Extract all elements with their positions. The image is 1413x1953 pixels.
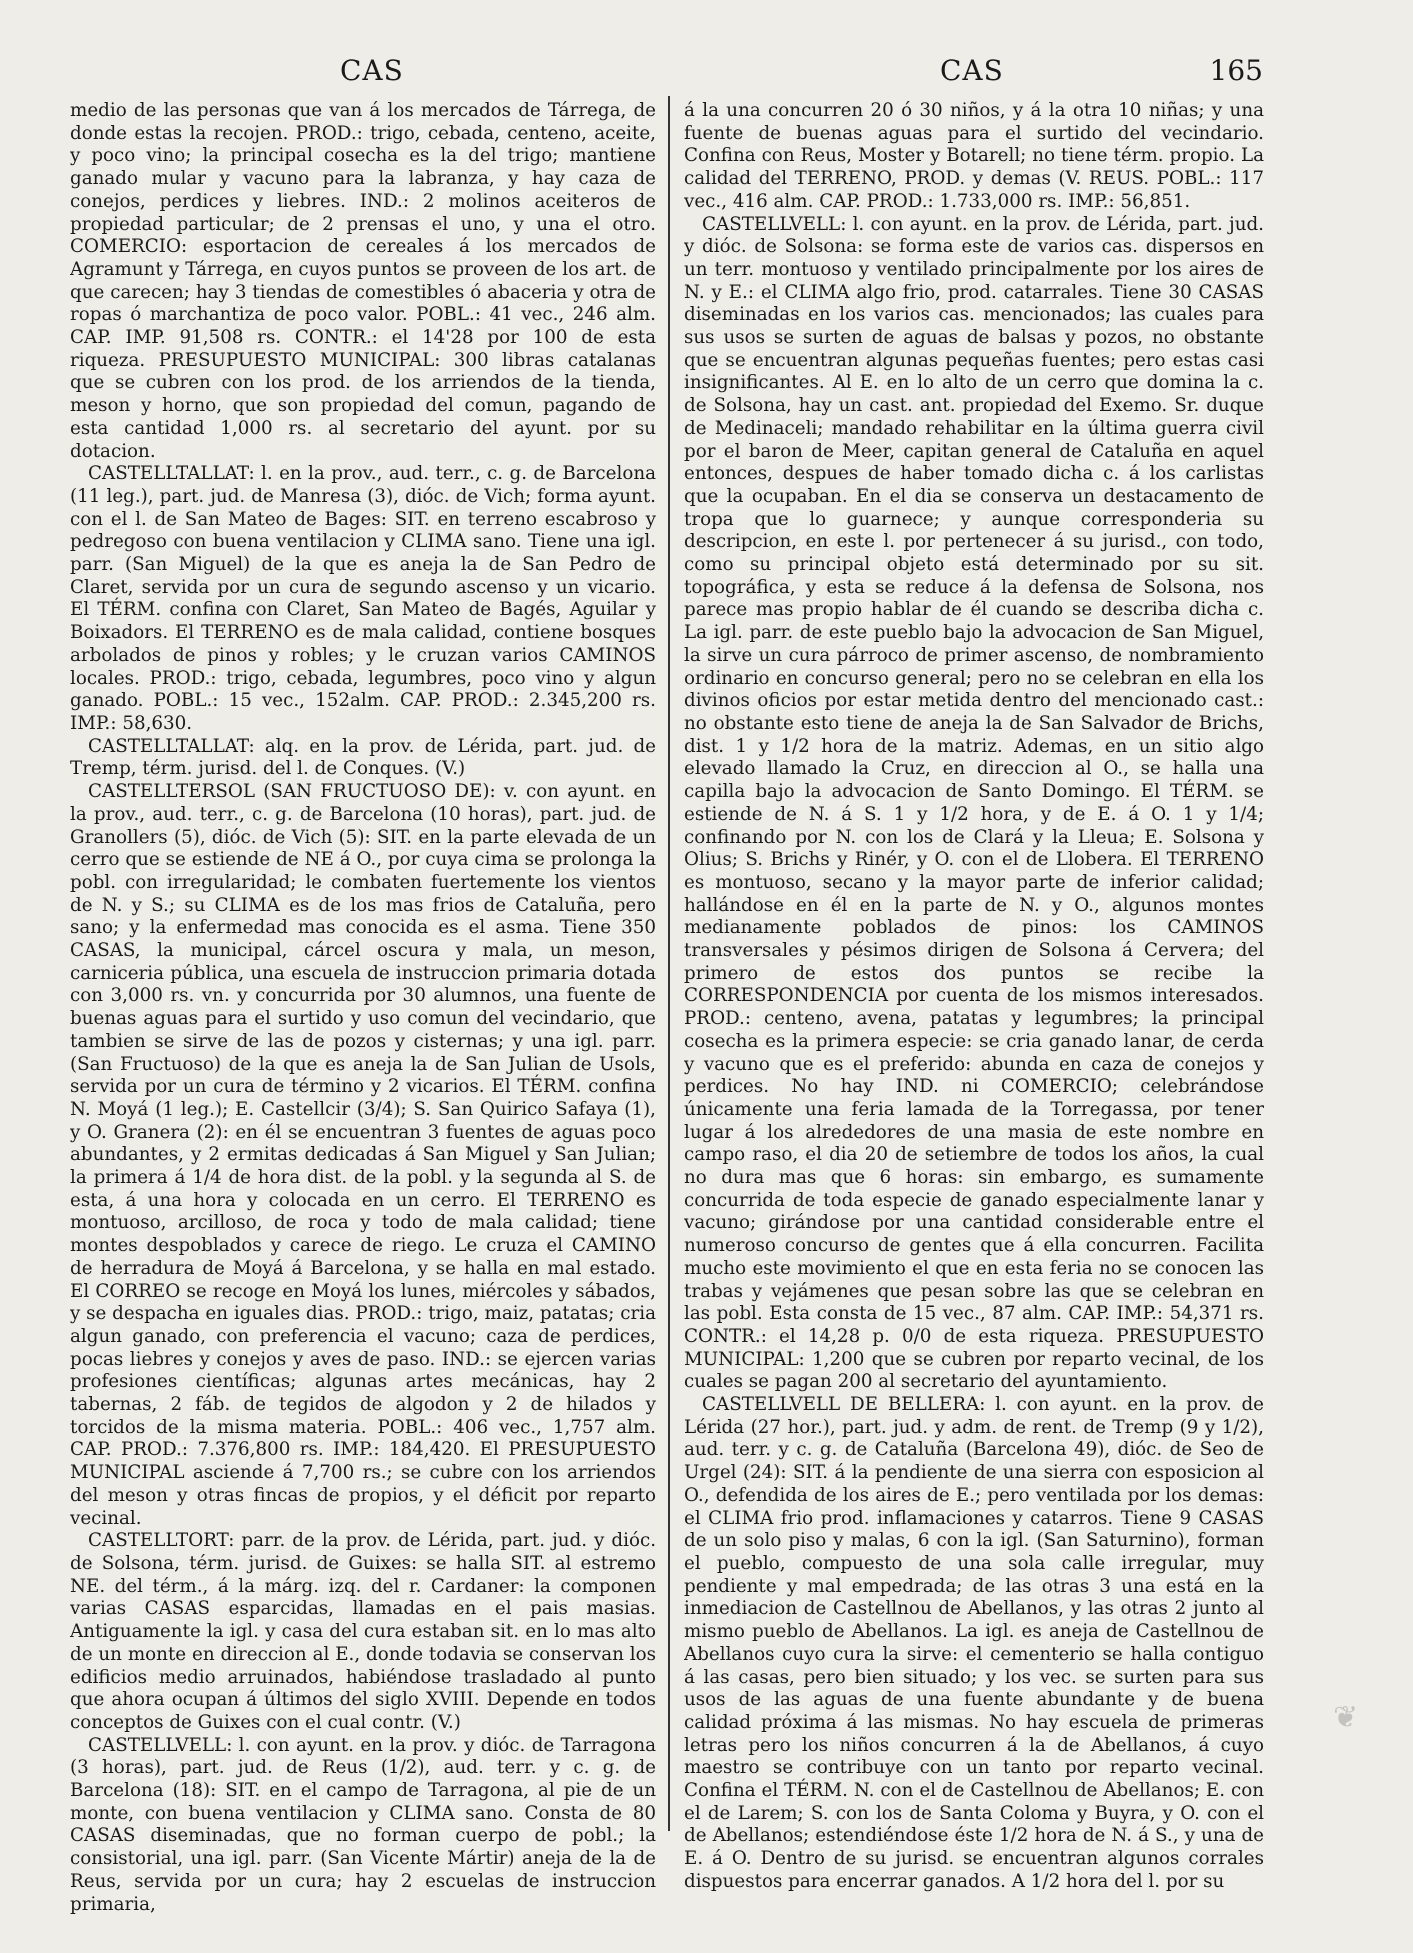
header-right-title: CAS <box>940 54 1004 87</box>
column-divider <box>668 96 670 1831</box>
header-left-title: CAS <box>340 54 404 87</box>
page-header <box>70 54 1263 94</box>
right-column <box>684 100 1264 1930</box>
entry-castelltallat-1: CASTELLTALLAT: l. en la prov., aud. terr., c. g. de Barcelona (11 leg.), part. jud. de Manresa (3), dióc. de Vich; forma ayunt. con el l. de San Mateo de Bages: SIT. en terreno escabroso y pedregoso con buena ventilacion y CLIMA sano. Tiene una igl. parr. (San Miguel) de la que es aneja la de San Pedro de Claret, servida por un cura de segundo ascenso y un vicario. El TÉRM. confina con Claret, San Mateo de Bagés, Aguilar y Boixadors. El TERRENO es de mala calidad, contiene bosques arbolados de pinos y robles; y le cruzan varios CAMINOS locales. PROD.: trigo, cebada, legumbres, poco vino y algun ganado. POBL.: 15 vec., 152alm. CAP. PROD.: 2.345,200 rs. IMP.: 58,630. <box>70 463 656 734</box>
entry-castelltallat-2: CASTELLTALLAT: alq. en la prov. de Lérida, part. jud. de Tremp, térm. jurisd. del l. de Conques. (V.) <box>70 735 656 780</box>
left-column <box>70 100 656 1930</box>
entry-castellterssol: CASTELLTERSOL (SAN FRUCTUOSO DE): v. con ayunt. en la prov., aud. terr., c. g. de Barcelona (10 horas), part. jud. de Granollers (5), dióc. de Vich (5): SIT. en la parte elevada de un cerro que se estiende de NE á O., por cuya cima se prolonga la pobl. con irregularidad; le combaten fuertemente los vientos de N. y S.; su CLIMA es de los mas frios de Cataluña, pero sano; y la enfermedad mas conocida es el asma. Tiene 350 CASAS, la municipal, cárcel oscura y mala, un meson, carniceria pública, una escuela de instruccion primaria dotada con 3,000 rs. vn. y concurrida por 30 alumnos, una fuente de buenas aguas para el surtido y uso comun del vecindario, que tambien se sirve de las de pozos y cisternas; y una igl. parr. (San Fructuoso) de la que es aneja la de San Julian de Usols, servida por un cura de término y 2 vicarios. El TÉRM. confina N. Moyá (1 leg.); E. Castellcir (3/4); S. San Quirico Safaya (1), y O. Granera (2): en él se encuentran 3 fuentes de aguas poco abundantes, y 2 ermitas dedicadas á San Miguel y San Julian; la primera á 1/4 de hora dist. de la pobl. y la segunda al S. de esta, á una hora y colocada en un cerro. El TERRENO es montuoso, arcilloso, de roca y todo de mala calidad; tiene montes despoblados y carece de riego. Le cruza el CAMINO de herradura de Moyá á Barcelona, y se halla en mal estado. El CORREO se recoge en Moyá los lunes, miércoles y sábados, y se despacha en iguales dias. PROD.: trigo, maiz, patatas; cria algun ganado, con preferencia el vacuno; caza de perdices, pocas liebres y conejos y aves de paso. IND.: se ejercen varias profesiones científicas; algunas artes mecánicas, hay 2 tabernas, 2 fáb. de tegidos de algodon y 2 de hilados y torcidos de la misma materia. POBL.: 406 vec., 1,757 alm. CAP. PROD.: 7.376,800 rs. IMP.: 184,420. El PRESUPUESTO MUNICIPAL asciende á 7,700 rs.; se cubre con los arriendos del meson y otras fincas de propios, y el déficit por reparto vecinal. <box>70 781 656 1529</box>
page-number: 165 <box>1209 54 1263 87</box>
right-paragraph-1: á la una concurren 20 ó 30 niños, y á la otra 10 niñas; y una fuente de buenas aguas para el surtido del vecindario. Confina con Reus, Moster y Botarell; no tiene térm. propio. La calidad del TERRENO, PROD. y demas (V. REUS. POBL.: 117 vec., 416 alm. CAP. PROD.: 1.733,000 rs. IMP.: 56,851. <box>684 100 1264 212</box>
entry-castellvell-de-bellera: CASTELLVELL DE BELLERA: l. con ayunt. en la prov. de Lérida (27 hor.), part. jud. y adm. de rent. de Tremp (9 y 1/2), aud. terr. y c. g. de Cataluña (Barcelona 49), dióc. de Seo de Urgel (24): SIT. á la pendiente de una sierra con esposicion al O., defendida de los aires de E.; pero ventilada por los demas: el CLIMA frio prod. inflamaciones y catarros. Tiene 9 CASAS de un solo piso y malas, 6 con la igl. (San Saturnino), forman el pueblo, compuesto de una sola calle irregular, muy pendiente y mal empedrada; de las otras 3 una está en la inmediacion de Castellnou de Abellanos, y las otras 2 junto al mismo pueblo de Abellanos. La igl. es aneja de Castellnou de Abellanos cuyo cura la sirve: el cementerio se halla contiguo á las casas, pero bien situado; y los vec. se surten para sus usos de las aguas de una fuente abundante y de buena calidad próxima á las mismas. No hay escuela de primeras letras pero los niños concurren á la de Abellanos, á cuyo maestro se contribuye con un tanto por reparto vecinal. Confina el TÉRM. N. con el de Castellnou de Abellanos; E. con el de Larem; S. con los de Santa Coloma y Buyra, y O. con el de Abellanos; estendiéndose éste 1/2 hora de N. á S., y una de E. á O. Dentro de su jurisd. se encuentran algunos corrales dispuestos para encerrar ganados. A 1/2 hora del l. por su <box>684 1394 1264 1892</box>
entry-castelltort: CASTELLTORT: parr. de la prov. de Lérida, part. jud. y dióc. de Solsona, térm. jurisd. de Guixes: se halla SIT. al estremo NE. del térm., á la márg. izq. del r. Cardaner: la componen varias CASAS esparcidas, llamadas en el pais masias. Antiguamente la igl. y casa del cura estaban sit. en lo mas alto de un monte en direccion al E., donde todavia se conservan los edificios medio arruinados, habiéndose trasladado al punto que ahora ocupan á últimos del siglo XVIII. Depende en todos conceptos de Guixes con el cual contr. (V.) <box>70 1530 656 1733</box>
entry-castellvell-lerida: CASTELLVELL: l. con ayunt. en la prov. de Lérida, part. jud. y dióc. de Solsona: se forma este de varios cas. dispersos en un terr. montuoso y ventilado principalmente por los aires de N. y E.: el CLIMA algo frio, prod. catarrales. Tiene 30 CASAS diseminadas en los varios cas. mencionados; las cuales para sus usos se surten de aguas de balsas y pozos, no obstante que se encuentran algunas pequeñas fuentes; pero estas casi insignificantes. Al E. en lo alto de un cerro que domina la c. de Solsona, hay un cast. ant. propiedad del Exemo. Sr. duque de Medinaceli; mandado rehabilitar en la última guerra civil por el baron de Meer, capitan general de Cataluña en aquel entonces, despues de haber tomado dicha c. á los carlistas que la ocupaban. En el dia se conserva un destacamento de tropa que lo guarnece; y aunque corresponderia su descripcion, en este l. por pertenecer á su jurisd., con todo, como su principal objeto está determinado por su sit. topográfica, y esta se reduce á la defensa de Solsona, nos parece mas propio hablar de él cuando se describa dicha c. La igl. parr. de este pueblo bajo la advocacion de San Miguel, la sirve un cura párroco de primer ascenso, de nombramiento ordinario en concurso general; pero no se celebran en ella los divinos oficios por estar metida dentro del mencionado cast.: no obstante esto tiene de aneja la de San Salvador de Brichs, dist. 1 y 1/2 hora de la matriz. Ademas, en un sitio algo elevado llamado la Cruz, en direccion al O., se halla una capilla bajo la advocacion de Santo Domingo. El TÉRM. se estiende de N. á S. 1 y 1/2 hora, y de E. á O. 1 y 1/4; confinando por N. con los de Clará y la Lleua; E. Solsona y Olius; S. Brichs y Rinér, y O. con el de Llobera. El TERRENO es montuoso, secano y la mayor parte de inferior calidad; hallándose en él en la parte de N. y O., algunos montes medianamente poblados de pinos: los CAMINOS transversales y pésimos dirigen de Solsona á Cervera; del primero de estos dos puntos se recibe la CORRESPONDENCIA por cuenta de los mismos interesados. PROD.: centeno, avena, patatas y legumbres; la principal cosecha es la primera especie: se cria ganado lanar, de cerda y vacuno que es el preferido: abunda en caza de conejos y perdices. No hay IND. ni COMERCIO; celebrándose únicamente una feria lamada de la Torregassa, por tener lugar á los alrededores de una masia de este nombre en campo raso, el dia 20 de setiembre de todos los años, la cual no dura mas que 6 horas: sin embargo, es sumamente concurrida de toda especie de ganado especialmente lanar y vacuno; girándose por una cantidad considerable entre el numeroso concurso de gentes que á ella concurren. Facilita mucho este movimiento el que en esta feria no se conocen las trabas y vejámenes que pesan sobre las que se celebran en las pobl. Esta consta de 15 vec., 87 alm. CAP. IMP.: 54,371 rs. CONTR.: el 14,28 p. 0/0 de esta riqueza. PRESUPUESTO MUNICIPAL: 1,200 que se cubren por reparto vecinal, de los cuales se pagan 200 al secretario del ayuntamiento. <box>684 213 1264 1393</box>
margin-stain-icon: ❦ <box>1333 1700 1359 1735</box>
entry-castellvell-tarragona: CASTELLVELL: l. con ayunt. en la prov. y dióc. de Tarragona (3 horas), part. jud. de Reus (1/2), aud. terr. y c. g. de Barcelona (18): SIT. en el campo de Tarragona, al pie de un monte, con buena ventilacion y CLIMA sano. Consta de 80 CASAS diseminadas, que no forman cuerpo de pobl.; la consistorial, una igl. parr. (San Vicente Mártir) aneja de la de Reus, servida por un cura; hay 2 escuelas de instruccion primaria, <box>70 1734 656 1915</box>
left-paragraph-1: medio de las personas que van á los mercados de Tárrega, de donde estas la recojen. PROD.: trigo, cebada, centeno, aceite, y poco vino; la principal cosecha es la del trigo; mantiene ganado mular y vacuno para la labranza, y hay caza de conejos, perdices y liebres. IND.: 2 molinos aceiteros de propiedad particular; de 2 prensas el uno, y una el otro. COMERCIO: esportacion de cereales á los mercados de Agramunt y Tárrega, en cuyos puntos se proveen de los art. de que carecen; hay 3 tiendas de comestibles ó abaceria y otra de ropas ó marchantiza de poco valor. POBL.: 41 vec., 246 alm. CAP. IMP. 91,508 rs. CONTR.: el 14'28 por 100 de esta riqueza. PRESUPUESTO MUNICIPAL: 300 libras catalanas que se cubren con los prod. de los arriendos de la tienda, meson y horno, que son propiedad del comun, pagando de esta cantidad 1,000 rs. al secretario del ayunt. por su dotacion. <box>70 100 656 462</box>
